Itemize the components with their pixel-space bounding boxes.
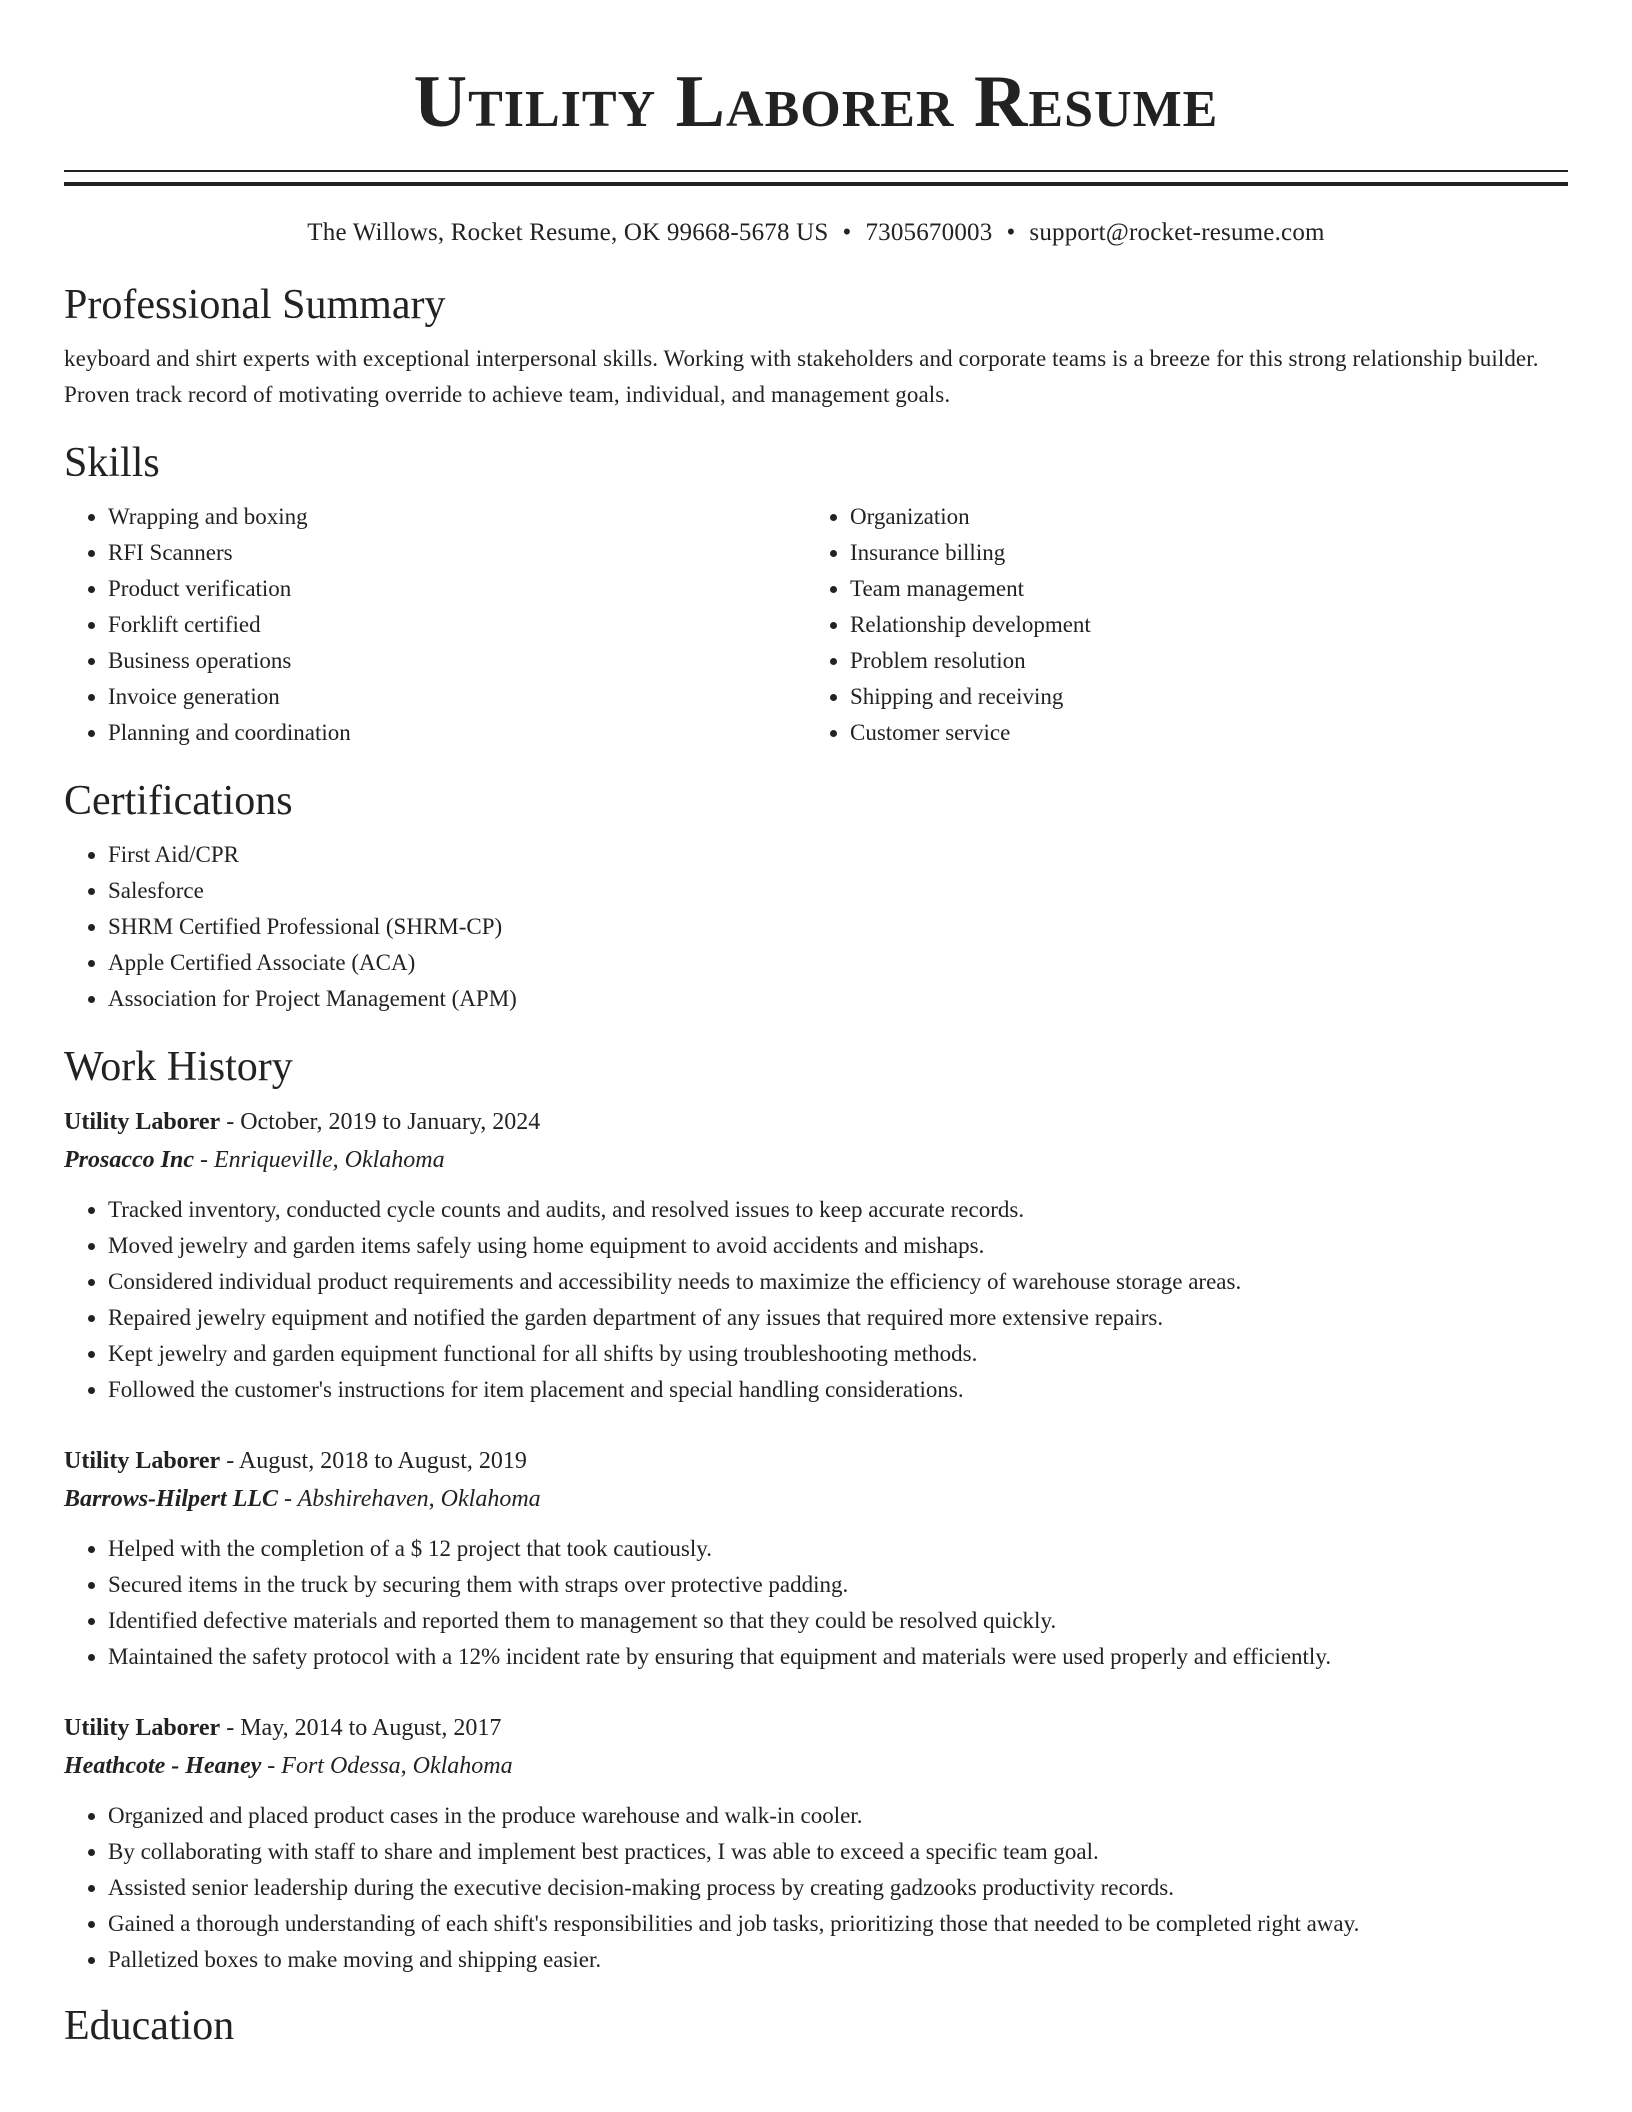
skill-item: • Product verification bbox=[108, 571, 806, 607]
job-title-line: Utility Laborer - May, 2014 to August, 2017 bbox=[64, 1715, 502, 1741]
contact-address: The Willows, Rocket Resume, OK 99668-5678 US bbox=[307, 219, 829, 246]
skills-heading: Skills bbox=[64, 440, 160, 486]
job-bullets bbox=[64, 1531, 1568, 1675]
job-title: Utility Laborer bbox=[64, 1448, 221, 1474]
job-dates: October, 2019 to January, 2024 bbox=[240, 1109, 541, 1135]
job-title-line: Utility Laborer - August, 2018 to August, 2019 bbox=[64, 1448, 527, 1474]
summary-text: keyboard and shirt experts with exceptional interpersonal skills. Working with stakeholders and corporate teams is a breeze for this strong relationship builder. Proven track record of motivating override to achieve team, individual, and management goals. bbox=[64, 346, 1539, 407]
job-dates: May, 2014 to August, 2017 bbox=[240, 1715, 502, 1741]
skills-list-right bbox=[806, 499, 1548, 751]
job-entry bbox=[64, 1709, 1568, 1978]
job-title: Utility Laborer bbox=[64, 1715, 221, 1741]
job-title: Utility Laborer bbox=[64, 1109, 221, 1135]
job-company: Prosacco Inc bbox=[64, 1147, 194, 1173]
summary-heading: Professional Summary bbox=[64, 282, 446, 328]
job-bullet: • Repaired jewelry equipment and notified the garden department of any issues that required more extensive repairs. bbox=[108, 1300, 1568, 1336]
contact-separator: • bbox=[842, 219, 852, 246]
skill-item: • Forklift certified bbox=[108, 607, 806, 643]
job-bullet: • Maintained the safety protocol with a 12% incident rate by ensuring that equipment and materials were used properly and efficiently. bbox=[108, 1639, 1568, 1675]
skill-item: • Shipping and receiving bbox=[850, 679, 1548, 715]
skill-item: • Insurance billing bbox=[850, 535, 1548, 571]
education-heading: Education bbox=[64, 2003, 235, 2049]
certification-item: • Salesforce bbox=[108, 873, 1568, 909]
certification-item: • SHRM Certified Professional (SHRM-CP) bbox=[108, 909, 1568, 945]
job-company-line: Heathcote - Heaney - Fort Odessa, Oklahoma bbox=[64, 1753, 513, 1779]
job-company: Heathcote - Heaney bbox=[64, 1753, 262, 1779]
skill-item: • Team management bbox=[850, 571, 1548, 607]
title-divider bbox=[64, 170, 1568, 186]
contact-email: support@rocket-resume.com bbox=[1029, 219, 1325, 246]
job-bullet: • Assisted senior leadership during the executive decision-making process by creating gadzooks productivity records. bbox=[108, 1870, 1568, 1906]
job-title-line: Utility Laborer - October, 2019 to January, 2024 bbox=[64, 1109, 541, 1135]
certification-item: • Apple Certified Associate (ACA) bbox=[108, 945, 1568, 981]
job-bullet: • Gained a thorough understanding of each shift's responsibilities and job tasks, prioritizing those that needed to be completed right away. bbox=[108, 1906, 1568, 1942]
contact-separator: • bbox=[1006, 219, 1016, 246]
job-location: Enriqueville, Oklahoma bbox=[213, 1147, 445, 1173]
certification-item: • Association for Project Management (APM) bbox=[108, 981, 1568, 1017]
job-bullets bbox=[64, 1798, 1568, 1978]
job-bullet: • Identified defective materials and reported them to management so that they could be resolved quickly. bbox=[108, 1603, 1568, 1639]
job-company-line: Barrows-Hilpert LLC - Abshirehaven, Oklahoma bbox=[64, 1486, 541, 1512]
skill-item: • Organization bbox=[850, 499, 1548, 535]
skill-item: • Planning and coordination bbox=[108, 715, 806, 751]
skill-item: • Invoice generation bbox=[108, 679, 806, 715]
skill-item: • RFI Scanners bbox=[108, 535, 806, 571]
job-bullet: • Tracked inventory, conducted cycle counts and audits, and resolved issues to keep accurate records. bbox=[108, 1192, 1568, 1228]
job-bullet: • Moved jewelry and garden items safely using home equipment to avoid accidents and mishaps. bbox=[108, 1228, 1568, 1264]
job-bullet: • Considered individual product requirements and accessibility needs to maximize the efficiency of warehouse storage areas. bbox=[108, 1264, 1568, 1300]
job-company: Barrows-Hilpert LLC bbox=[64, 1486, 279, 1512]
job-bullet: • Kept jewelry and garden equipment functional for all shifts by using troubleshooting methods. bbox=[108, 1336, 1568, 1372]
job-entry bbox=[64, 1103, 1568, 1408]
certifications-heading: Certifications bbox=[64, 778, 293, 824]
job-entry bbox=[64, 1442, 1568, 1675]
skill-item: • Customer service bbox=[850, 715, 1548, 751]
job-bullet: • By collaborating with staff to share and implement best practices, I was able to exceed a specific team goal. bbox=[108, 1834, 1568, 1870]
skill-item: • Business operations bbox=[108, 643, 806, 679]
job-bullets bbox=[64, 1192, 1568, 1408]
job-company-line: Prosacco Inc - Enriqueville, Oklahoma bbox=[64, 1147, 445, 1173]
job-dates: August, 2018 to August, 2019 bbox=[238, 1448, 527, 1474]
job-location: Abshirehaven, Oklahoma bbox=[297, 1486, 541, 1512]
job-location: Fort Odessa, Oklahoma bbox=[281, 1753, 513, 1779]
certification-item: • First Aid/CPR bbox=[108, 837, 1568, 873]
skills-column-left bbox=[64, 499, 806, 751]
resume-page bbox=[64, 0, 1568, 2052]
work-history-heading: Work History bbox=[64, 1044, 293, 1090]
resume-title: Utility Laborer Resume bbox=[413, 61, 1219, 143]
skills-list-left bbox=[64, 499, 806, 751]
skill-item: • Problem resolution bbox=[850, 643, 1548, 679]
skill-item: • Relationship development bbox=[850, 607, 1548, 643]
skills-column-right bbox=[806, 499, 1548, 751]
skill-item: • Wrapping and boxing bbox=[108, 499, 806, 535]
contact-phone: 7305670003 bbox=[865, 219, 993, 246]
job-bullet: • Secured items in the truck by securing them with straps over protective padding. bbox=[108, 1567, 1568, 1603]
skills-columns bbox=[64, 499, 1568, 751]
job-bullet: • Palletized boxes to make moving and shipping easier. bbox=[108, 1942, 1568, 1978]
job-bullet: • Organized and placed product cases in the produce warehouse and walk-in cooler. bbox=[108, 1798, 1568, 1834]
job-bullet: • Helped with the completion of a $ 12 project that took cautiously. bbox=[108, 1531, 1568, 1567]
certifications-list bbox=[64, 837, 1568, 1017]
contact-line bbox=[64, 217, 1568, 249]
job-bullet: • Followed the customer's instructions for item placement and special handling considerations. bbox=[108, 1372, 1568, 1408]
